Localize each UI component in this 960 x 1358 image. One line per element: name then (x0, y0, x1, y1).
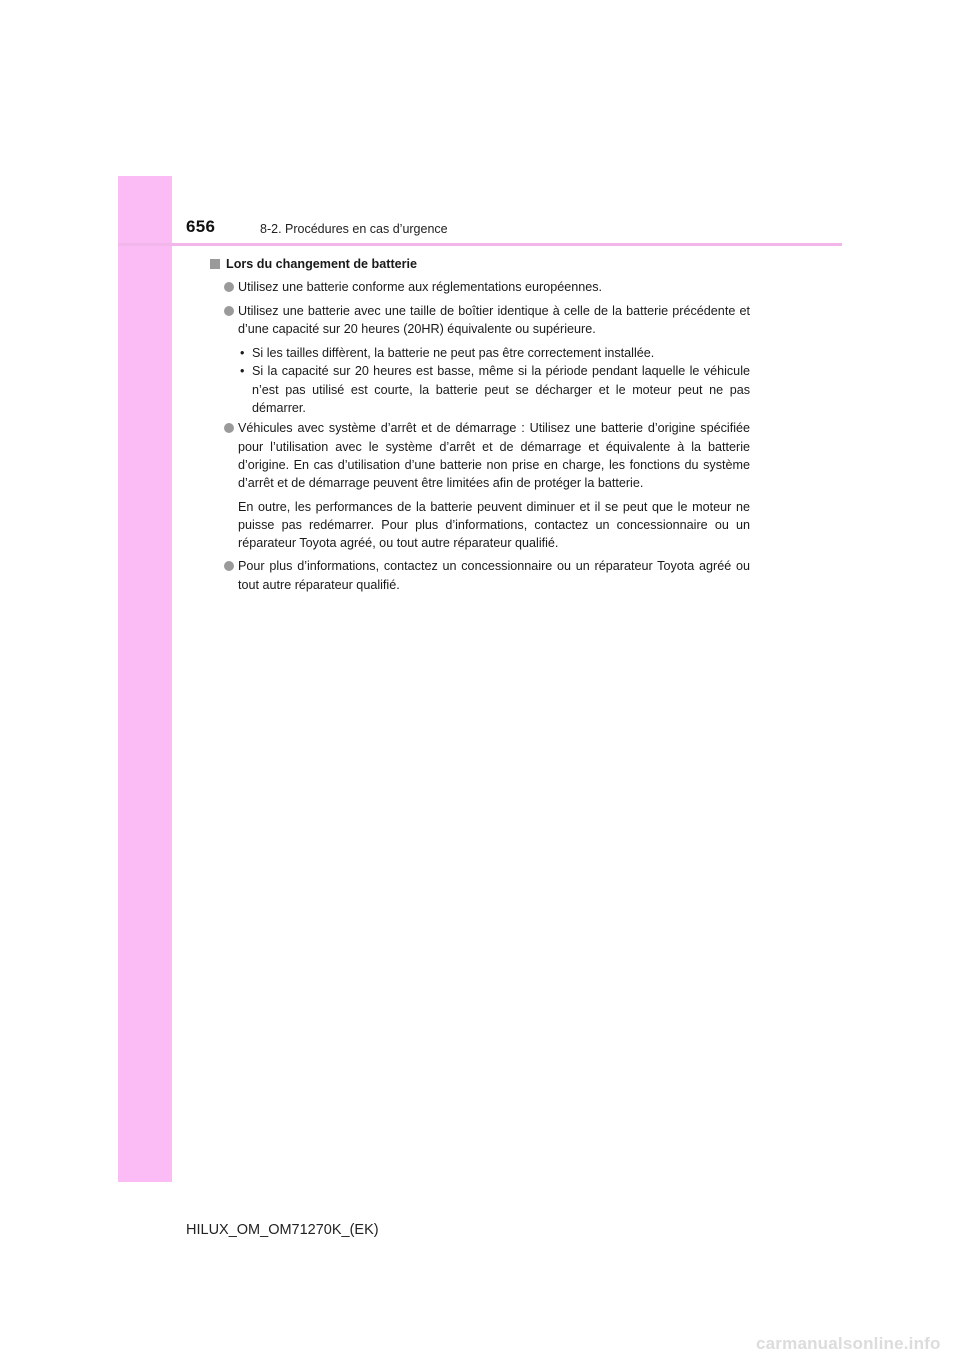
watermark: carmanualsonline.info (756, 1334, 941, 1353)
page-number: 656 (186, 217, 216, 236)
list-item-text: Pour plus d’informations, contactez un concessionnaire ou un réparateur Toyota agréé ou tout autre réparateur qualifié. (238, 559, 750, 592)
continuation-paragraph: En outre, les performances de la batterie peuvent diminuer et il se peut que le moteur ne puisse pas redémarrer. Pour plus d’informations, contactez un concessionnaire ou un réparateur Toyota agréé, ou tout autre réparateur qualifié. (238, 499, 750, 551)
header-divider (118, 243, 842, 246)
side-color-band (118, 176, 172, 1182)
list-item-text: Utilisez une batterie avec une taille de boîtier identique à celle de la batterie précédente et d’une capacité sur 20 heures (20HR) équivalente ou supérieure. (238, 303, 750, 336)
sub-list-item (210, 362, 750, 417)
list-item (210, 419, 750, 492)
page-content (210, 255, 750, 599)
dot-bullet-icon: • (240, 346, 245, 361)
list-item-text: Utilisez une batterie conforme aux réglementations européennes. (238, 280, 603, 295)
circle-bullet-icon (224, 306, 234, 316)
square-bullet-icon (210, 259, 220, 269)
dot-bullet-icon: • (240, 364, 245, 379)
circle-bullet-icon (224, 561, 234, 571)
section-heading (210, 255, 750, 273)
list-item (210, 557, 750, 594)
sub-list-item (210, 344, 750, 362)
list-item (210, 278, 750, 296)
section-title: 8-2. Procédures en cas d’urgence (260, 222, 448, 236)
sub-list-item-text: Si les tailles diffèrent, la batterie ne peut pas être correctement installée. (252, 346, 655, 361)
sub-list (210, 344, 750, 417)
list-item-text: Véhicules avec système d’arrêt et de démarrage : Utilisez une batterie d’origine spécifiée pour l’utilisation avec le système d’arrêt et de démarrage et équivalente à la batterie d’origine. En cas d’utilisation d’une batterie non prise en charge, les fonctions du système d’arrêt et de démarrage peuvent être limitées afin de protéger la batterie. (238, 421, 750, 491)
list-item (210, 302, 750, 339)
circle-bullet-icon (224, 423, 234, 433)
section-heading-text: Lors du changement de batterie (226, 257, 418, 271)
circle-bullet-icon (224, 282, 234, 292)
document-code: HILUX_OM_OM71270K_(EK) (186, 1222, 379, 1238)
sub-list-item-text: Si la capacité sur 20 heures est basse, même si la période pendant laquelle le véhicule n’est pas utilisé est courte, la batterie peut se décharger et le moteur peut ne pas démarrer. (252, 364, 750, 416)
